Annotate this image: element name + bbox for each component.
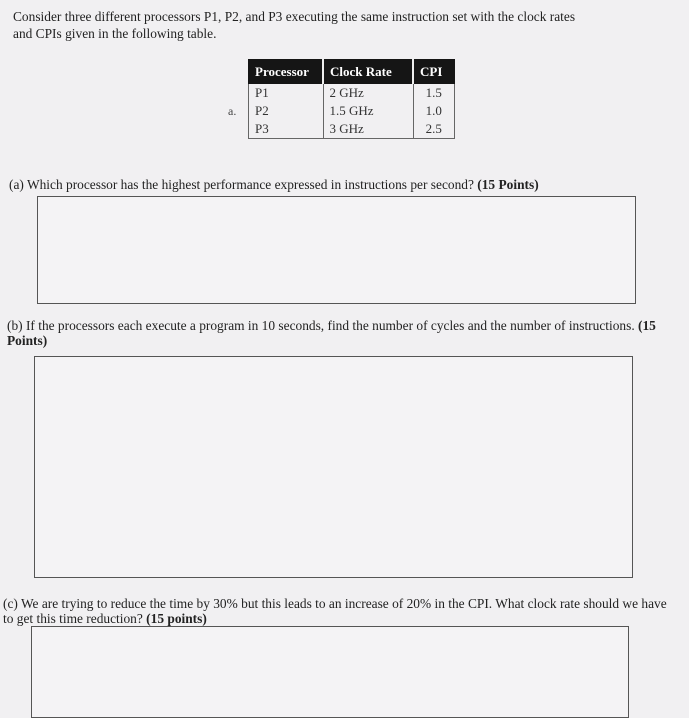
processor-table: [248, 59, 455, 139]
question-b-points: (15 Points): [7, 318, 656, 348]
question-c-points: (15 points): [146, 611, 207, 626]
cell-cpi: 1.0: [413, 102, 455, 120]
cell-cpi: 2.5: [413, 120, 455, 139]
table-header-row: [249, 60, 455, 84]
answer-box-c[interactable]: [31, 626, 629, 718]
header-clock-rate: Clock Rate: [323, 60, 413, 84]
question-a: [9, 177, 679, 192]
intro-line-1: Consider three different processors P1, P2, and P3 executing the same instruction set with the clock rates: [13, 9, 576, 24]
cell-cpi: 1.5: [413, 84, 455, 103]
question-c-text: (c) We are trying to reduce the time by 30% but this leads to an increase of 20% in the CPI. What clock rate should we have to get this time reduction?: [3, 596, 667, 626]
question-c: [3, 596, 679, 626]
header-processor: Processor: [249, 60, 324, 84]
question-a-text: (a) Which processor has the highest performance expressed in instructions per second?: [9, 177, 478, 192]
table-row-label: a.: [228, 104, 237, 118]
question-b-text: (b) If the processors each execute a program in 10 seconds, find the number of cycles and the number of instructions.: [7, 318, 639, 333]
cell-processor: P2: [249, 102, 324, 120]
intro-line-2: and CPIs given in the following table.: [13, 26, 217, 41]
table-row: [249, 120, 455, 139]
cell-processor: P3: [249, 120, 324, 139]
header-cpi: CPI: [413, 60, 455, 84]
problem-intro: [13, 8, 673, 42]
table-row: [249, 102, 455, 120]
answer-box-b[interactable]: [34, 356, 633, 578]
question-b: [7, 318, 667, 348]
cell-processor: P1: [249, 84, 324, 103]
question-a-points: (15 Points): [477, 177, 539, 192]
cell-clock-rate: 3 GHz: [323, 120, 413, 139]
answer-box-a[interactable]: [37, 196, 636, 304]
cell-clock-rate: 1.5 GHz: [323, 102, 413, 120]
table-row: [249, 84, 455, 103]
cell-clock-rate: 2 GHz: [323, 84, 413, 103]
